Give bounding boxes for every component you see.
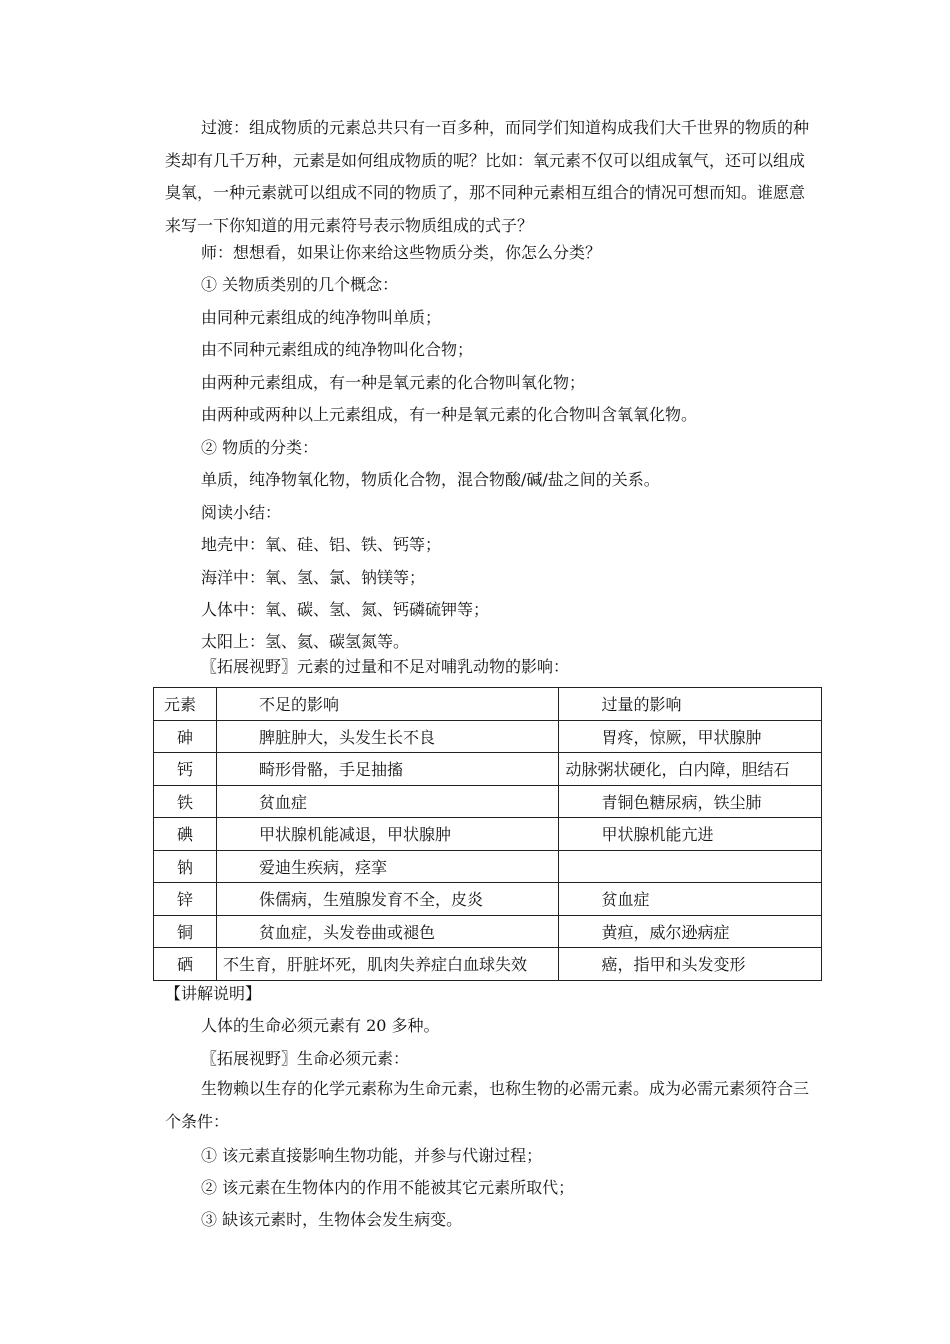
table-header-cell: 元素: [154, 688, 217, 721]
table-cell-element: 砷: [154, 720, 217, 753]
table-row: [154, 850, 822, 883]
element-effects-table: [153, 687, 822, 981]
classification-title: ② 物质的分类：: [201, 438, 319, 457]
table-header-row: [154, 688, 822, 721]
table-cell-deficiency: 侏儒病，生殖腺发育不全，皮炎: [216, 883, 559, 916]
summary-sun: 太阳上：氢、氦、碳氢氮等。: [201, 632, 410, 651]
concepts-title: ① 关物质类别的几个概念：: [201, 275, 399, 294]
table-header-cell: 过量的影响: [559, 688, 822, 721]
table-cell-excess: 贫血症: [559, 883, 822, 916]
condition-1: ① 该元素直接影响生物功能，并参与代谢过程；: [201, 1146, 543, 1165]
table-cell-deficiency: 贫血症，头发卷曲或褪色: [216, 915, 559, 948]
table-cell-deficiency: 不生育，肝脏坏死，肌肉失养症白血球失效: [216, 948, 559, 981]
table-cell-deficiency: 贫血症: [216, 785, 559, 818]
table-cell-deficiency: 爱迪生疾病，痉挛: [216, 850, 559, 883]
table-cell-element: 硒: [154, 948, 217, 981]
table-cell-excess: 青铜色糖尿病，铁尘肺: [559, 785, 822, 818]
teacher-question: 师：想想看，如果让你来给这些物质分类，你怎么分类？: [201, 243, 602, 262]
essential-elements-definition: 生物赖以生存的化学元素称为生命元素，也称生物的必需元素。成为必需元素须符合三个条件：: [165, 1079, 810, 1131]
definition-simple-substance: 由同种元素组成的纯净物叫单质；: [201, 308, 442, 327]
table-cell-excess: 胃疼，惊厥，甲状腺肿: [559, 720, 822, 753]
table-row: [154, 785, 822, 818]
condition-2: ② 该元素在生物体内的作用不能被其它元素所取代；: [201, 1178, 575, 1197]
expand-view-heading-1: 〖拓展视野〗元素的过量和不足对哺乳动物的影响：: [201, 657, 570, 676]
lecture-heading: 【讲解说明】: [165, 984, 262, 1003]
summary-human: 人体中：氧、碳、氢、氮、钙磷硫钾等；: [201, 600, 490, 619]
table-cell-excess: 癌，指甲和头发变形: [559, 948, 822, 981]
table-cell-deficiency: 脾脏肿大，头发生长不良: [216, 720, 559, 753]
summary-crust: 地壳中：氧、硅、铝、铁、钙等；: [201, 535, 442, 554]
table-cell-excess: 甲状腺机能亢进: [559, 818, 822, 851]
definition-oxide: 由两种元素组成，有一种是氧元素的化合物叫氧化物；: [201, 373, 586, 392]
table-cell-element: 碘: [154, 818, 217, 851]
table-cell-deficiency: 甲状腺机能减退，甲状腺肿: [216, 818, 559, 851]
reading-summary-heading: 阅读小结：: [201, 503, 282, 522]
definition-oxygen-compound: 由两种或两种以上元素组成，有一种是氧元素的化合物叫含氧氧化物。: [201, 405, 698, 424]
table-row: [154, 883, 822, 916]
classification-body: 单质，纯净物氧化物，物质化合物，混合物酸/碱/盐之间的关系。: [201, 470, 660, 489]
table-cell-element: 铜: [154, 915, 217, 948]
table-cell-excess: 黄疸，威尔逊病症: [559, 915, 822, 948]
summary-ocean: 海洋中：氧、氢、氯、钠镁等；: [201, 568, 426, 587]
transition-paragraph: 过渡：组成物质的元素总共只有一百多种，而同学们知道构成我们大千世界的物质的种类却有几千万种，元素是如何组成物质的呢？比如：氧元素不仅可以组成氧气，还可以组成臭氧，一种元素就可以组成不同的物质了，那不同种元素相互组合的情况可想而知。谁愿意来写一下你知道的用元素符号表示物质组成的式子？: [165, 118, 810, 235]
table-cell-element: 钙: [154, 753, 217, 786]
table-row: [154, 753, 822, 786]
definition-compound: 由不同种元素组成的纯净物叫化合物；: [201, 340, 474, 359]
table-header-cell: 不足的影响: [216, 688, 559, 721]
condition-3: ③ 缺该元素时，生物体会发生病变。: [201, 1210, 463, 1229]
table-row: [154, 818, 822, 851]
expand-view-heading-2: 〖拓展视野〗生命必须元素：: [201, 1049, 410, 1068]
table-cell-element: 铁: [154, 785, 217, 818]
table-cell-element: 钠: [154, 850, 217, 883]
life-elements-count: 人体的生命必须元素有 20 多种。: [201, 1016, 440, 1035]
table-cell-deficiency: 畸形骨骼，手足抽搐: [216, 753, 559, 786]
table-cell-excess: 动脉粥状硬化，白内障，胆结石: [559, 753, 822, 786]
table-row: [154, 948, 822, 981]
table-row: [154, 915, 822, 948]
table-cell-excess: [559, 850, 822, 883]
table-row: [154, 720, 822, 753]
table-cell-element: 锌: [154, 883, 217, 916]
